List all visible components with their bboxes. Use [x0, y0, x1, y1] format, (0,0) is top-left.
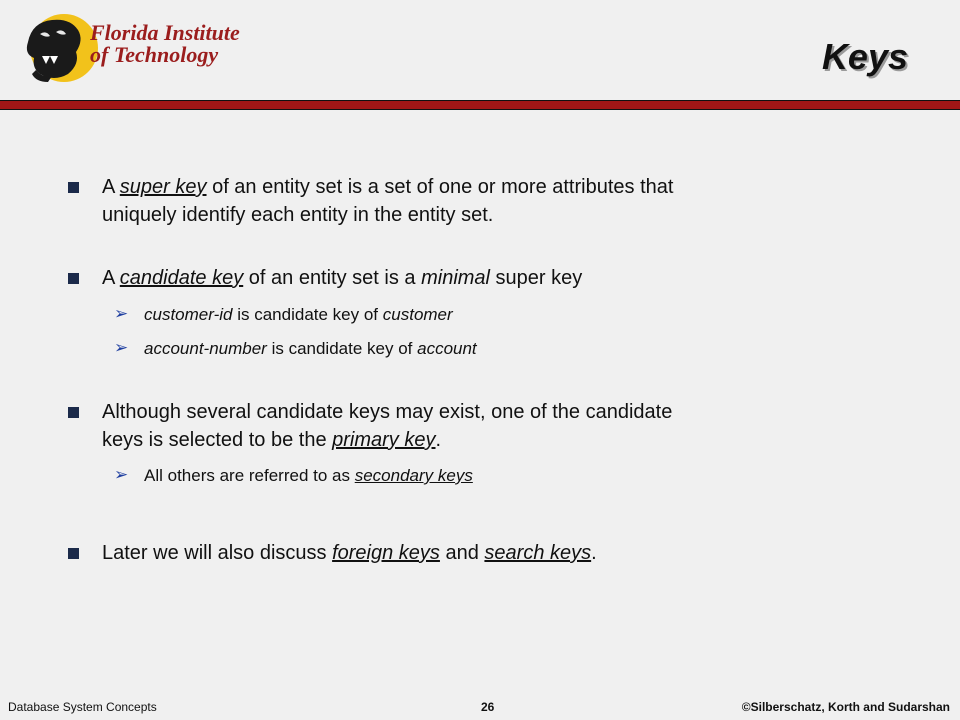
text: .: [591, 542, 597, 564]
arrow-bullet-icon: ➢: [114, 338, 129, 357]
sub-bullet-account-number: [114, 338, 784, 360]
footer-copyright: ©Silberschatz, Korth and Sudarshan: [741, 700, 950, 714]
text: keys is selected to be the: [102, 429, 333, 451]
fit-logo: [18, 12, 250, 84]
square-bullet-icon: [68, 407, 79, 418]
text: super key: [490, 267, 583, 289]
term-super-key: super key: [119, 176, 207, 198]
arrow-bullet-icon: ➢: [114, 304, 129, 323]
logo-text: [90, 22, 240, 66]
text: uniquely identify each entity in the entity set.: [102, 204, 494, 226]
sub-bullet-secondary-keys: [114, 465, 784, 487]
square-bullet-icon: [68, 548, 79, 559]
page-title: Keys: [821, 36, 908, 77]
text: is candidate key of: [232, 305, 383, 324]
attr-name: account-number: [144, 339, 267, 358]
entity-name: customer: [382, 305, 453, 324]
text: of an entity set is a: [243, 267, 422, 289]
arrow-bullet-icon: ➢: [114, 465, 129, 484]
text: is candidate key of: [266, 339, 418, 358]
text: .: [435, 429, 442, 451]
term-secondary-keys: secondary keys: [354, 466, 473, 485]
bullet-super-key: [102, 173, 822, 229]
attr-name: customer-id: [144, 305, 233, 324]
term-candidate-key: candidate key: [119, 267, 244, 289]
text: Although several candidate keys may exist, one of the candidate: [102, 401, 673, 423]
bullet-primary-key: [102, 398, 822, 454]
emphasis-minimal: minimal: [421, 267, 490, 289]
text: and: [439, 542, 485, 564]
bullet-foreign-search-keys: [102, 539, 822, 567]
footer-course-title: Database System Concepts: [8, 700, 157, 714]
footer-page-number: 26: [481, 700, 495, 714]
text: Later we will also discuss: [102, 542, 333, 564]
header-divider: [0, 100, 960, 110]
entity-name: account: [417, 339, 477, 358]
text: A: [102, 267, 120, 289]
text: All others are referred to as: [144, 466, 355, 485]
term-foreign-keys: foreign keys: [332, 542, 440, 564]
text: A: [102, 176, 120, 198]
term-primary-key: primary key: [332, 429, 436, 451]
logo-line-1: Florida Institute: [90, 20, 240, 45]
bullet-candidate-key: [102, 264, 822, 292]
square-bullet-icon: [68, 182, 79, 193]
square-bullet-icon: [68, 273, 79, 284]
term-search-keys: search keys: [484, 542, 592, 564]
logo-line-2: of Technology: [90, 42, 219, 67]
text: of an entity set is a set of one or more attributes that: [206, 176, 674, 198]
sub-bullet-customer-id: [114, 304, 784, 326]
